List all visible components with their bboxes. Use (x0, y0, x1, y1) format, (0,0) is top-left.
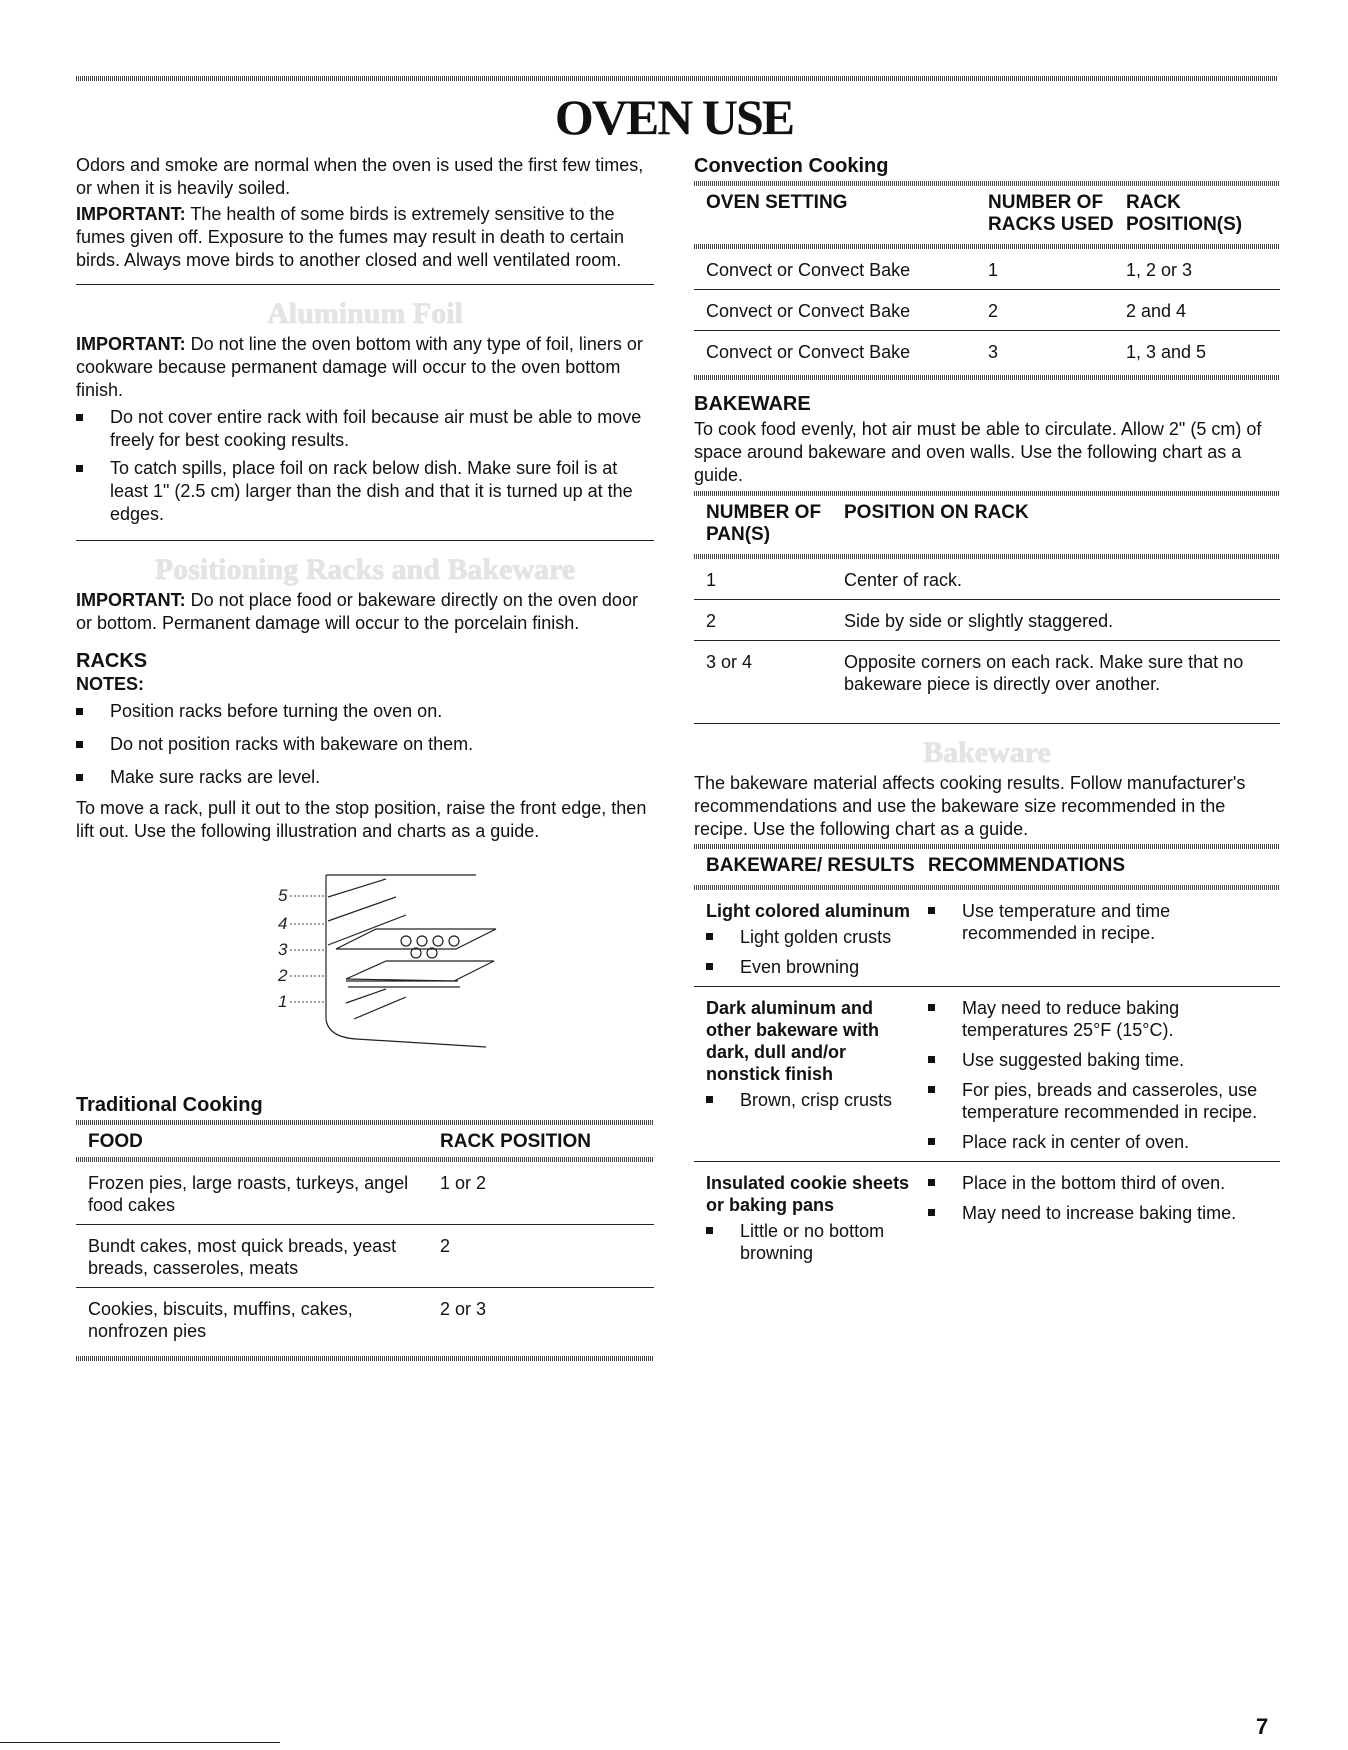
racks-heading: RACKS (76, 650, 148, 672)
table-cell: Frozen pies, large roasts, turkeys, angel food cakes (76, 1162, 428, 1225)
aluminum-foil-title: Aluminum Foil (267, 297, 463, 330)
table-cell: 3 or 4 (706, 652, 753, 672)
left-column (76, 154, 654, 1361)
notes-list (76, 700, 654, 789)
important-label: IMPORTANT: (76, 590, 186, 610)
table-row (694, 290, 1280, 331)
table-cell: Center of rack. (832, 559, 1280, 600)
table-row (694, 249, 1280, 290)
table-cell: 2 (694, 600, 832, 641)
bakeware-section-text: The bakeware material affects cooking results. Follow manufacturer's recommendations and use the bakeware size recommended in the recipe. Use the following chart as a guide. (694, 773, 1246, 839)
table-header-row (694, 849, 1280, 881)
move-rack-text: To move a rack, pull it out to the stop position, raise the front edge, then lift out. Use the following illustration and charts as a guide. (76, 798, 647, 841)
table-cell: 2 and 4 (1114, 290, 1280, 331)
result-item: Little or no bottom browning (706, 1220, 916, 1264)
result-item: Even browning (706, 956, 916, 978)
page-title: OVEN USE (554, 89, 794, 145)
rack-label-3: 3 (278, 940, 288, 959)
pan-position-table (694, 496, 1280, 703)
positioning-important-text: Do not place food or bakeware directly on the oven door or bottom. Permanent damage will occur to the porcelain finish. (76, 590, 638, 633)
recommendation-item: For pies, breads and casseroles, use temperature recommended in recipe. (928, 1079, 1280, 1123)
column-header: FOOD (88, 1131, 143, 1152)
table-cell: Cookies, biscuits, muffins, cakes, nonfrozen pies (88, 1299, 353, 1341)
traditional-cooking-table (76, 1125, 654, 1350)
divider (76, 284, 654, 285)
column-header: POSITION ON RACK (844, 502, 1029, 523)
table-cell: Bundt cakes, most quick breads, yeast breads, casseroles, meats (76, 1225, 428, 1288)
table-cell (694, 890, 916, 987)
table-header-row (694, 496, 1280, 550)
important-label: IMPORTANT: (76, 334, 186, 354)
lower-slots (346, 989, 406, 1019)
upper-rack (336, 929, 496, 949)
list-item: Make sure racks are level. (76, 766, 654, 789)
bakeware-heading: BAKEWARE (694, 393, 811, 415)
table-row (694, 1162, 1280, 1273)
table-cell (916, 890, 1280, 987)
column-header: RACK POSITION (440, 1131, 591, 1152)
convection-cooking-title: Convection Cooking (694, 155, 889, 177)
table-cell: 1 or 2 (428, 1162, 654, 1225)
bakeware-name: Insulated cookie sheets or baking pans (706, 1173, 910, 1215)
list-item: Do not position racks with bakeware on them. (76, 733, 654, 756)
table-cell: 2 (428, 1225, 654, 1288)
table-cell: Convect or Convect Bake (694, 290, 976, 331)
bakeware-text: To cook food evenly, hot air must be able to circulate. Allow 2" (5 cm) of space around bakeware and oven walls. Use the following chart as a guide. (694, 419, 1262, 485)
table-cell: Convect or Convect Bake (706, 342, 911, 362)
positioning-important (76, 589, 654, 635)
recommendation-item: Use suggested baking time. (928, 1049, 1280, 1071)
foil-bullets (76, 406, 654, 526)
rack-label-2: 2 (278, 966, 288, 985)
table-cell: 2 (976, 290, 1114, 331)
divider (76, 540, 654, 541)
column-header: BAKEWARE/ RESULTS (706, 855, 915, 876)
list-item: Do not cover entire rack with foil because air must be able to move freely for best cooking results. (76, 406, 654, 452)
column-header: NUMBER OF PAN(S) (706, 502, 822, 545)
important-birds (76, 203, 654, 272)
list-item: Position racks before turning the oven on. (76, 700, 654, 723)
rack-label-5: 5 (278, 886, 288, 905)
convection-cooking-table (694, 186, 1280, 371)
top-hatched-rule (76, 76, 1278, 81)
intro-text: Odors and smoke are normal when the oven is used the first few times, or when it is heavily soiled. (76, 155, 644, 198)
traditional-cooking-title: Traditional Cooking (76, 1094, 263, 1116)
column-header: RACK POSITION(S) (1126, 192, 1243, 235)
table-cell (916, 987, 1280, 1162)
table-cell: 2 or 3 (440, 1299, 487, 1319)
bottom-rule (0, 1742, 280, 1743)
table-cell: Convect or Convect Bake (694, 249, 976, 290)
table-cell: 1, 2 or 3 (1114, 249, 1280, 290)
recommendation-item: Place rack in center of oven. (928, 1131, 1280, 1153)
lower-rack (346, 961, 494, 981)
table-cell: Opposite corners on each rack. Make sure that no bakeware piece is directly over another. (844, 652, 1244, 694)
column-header: OVEN SETTING (706, 192, 848, 213)
important-label: IMPORTANT: (76, 204, 186, 224)
bakeware-name: Light colored aluminum (706, 901, 911, 921)
table-header-row (76, 1125, 654, 1157)
positioning-racks-title: Positioning Racks and Bakeware (154, 553, 576, 586)
bakeware-section-title: Bakeware (923, 736, 1051, 769)
recommendation-item: May need to increase baking time. (928, 1202, 1280, 1224)
table-row (694, 641, 1280, 704)
column-header: NUMBER OF RACKS USED (988, 192, 1114, 235)
table-row (76, 1225, 654, 1288)
important-birds-text: The health of some birds is extremely sensitive to the fumes given off. Exposure to the fumes may result in death to certain birds. Always move birds to another closed and well ventilated room. (76, 204, 624, 270)
table-header-row (694, 186, 1280, 240)
hatched-rule (694, 375, 1280, 380)
foil-important (76, 333, 654, 402)
bakeware-results-table (694, 849, 1280, 1272)
recommendation-item: Place in the bottom third of oven. (928, 1172, 1280, 1194)
table-row (694, 890, 1280, 987)
rack-label-4: 4 (278, 914, 288, 933)
table-cell (916, 1162, 1280, 1273)
table-cell: 1, 3 and 5 (1126, 342, 1207, 362)
right-column (694, 154, 1280, 1272)
notes-heading: NOTES: (76, 674, 145, 694)
foil-important-text: Do not line the oven bottom with any type of foil, liners or cookware because permanent damage will occur to the oven bottom finish. (76, 334, 643, 400)
bakeware-name: Dark aluminum and other bakeware with dark, dull and/or nonstick finish (706, 998, 880, 1084)
result-item: Brown, crisp crusts (706, 1089, 916, 1111)
result-item: Light golden crusts (706, 926, 916, 948)
column-header: RECOMMENDATIONS (928, 855, 1126, 876)
table-row (694, 600, 1280, 641)
recommendation-item: Use temperature and time recommended in recipe. (928, 900, 1280, 944)
table-cell: Side by side or slightly staggered. (832, 600, 1280, 641)
table-cell (694, 1162, 916, 1273)
table-row (76, 1288, 654, 1351)
table-row (76, 1162, 654, 1225)
oven-floor-line (326, 1019, 486, 1047)
table-row (694, 331, 1280, 372)
oven-rack-illustration (266, 869, 566, 1069)
table-row (694, 987, 1280, 1162)
table-cell: 1 (694, 559, 832, 600)
divider (694, 723, 1280, 724)
table-cell: 1 (976, 249, 1114, 290)
hatched-rule (76, 1356, 654, 1361)
list-item: To catch spills, place foil on rack below dish. Make sure foil is at least 1" (2.5 cm) larger than the dish and that it is turned up at the edges. (76, 457, 654, 526)
table-cell: 3 (988, 342, 999, 362)
table-row (694, 559, 1280, 600)
rack-label-1: 1 (278, 992, 288, 1011)
table-cell (694, 987, 916, 1162)
recommendation-item: May need to reduce baking temperatures 25°F (15°C). (928, 997, 1280, 1041)
rack-supports (328, 879, 406, 945)
rack-front-bars (346, 981, 460, 987)
page-number: 7 (1256, 1714, 1269, 1739)
